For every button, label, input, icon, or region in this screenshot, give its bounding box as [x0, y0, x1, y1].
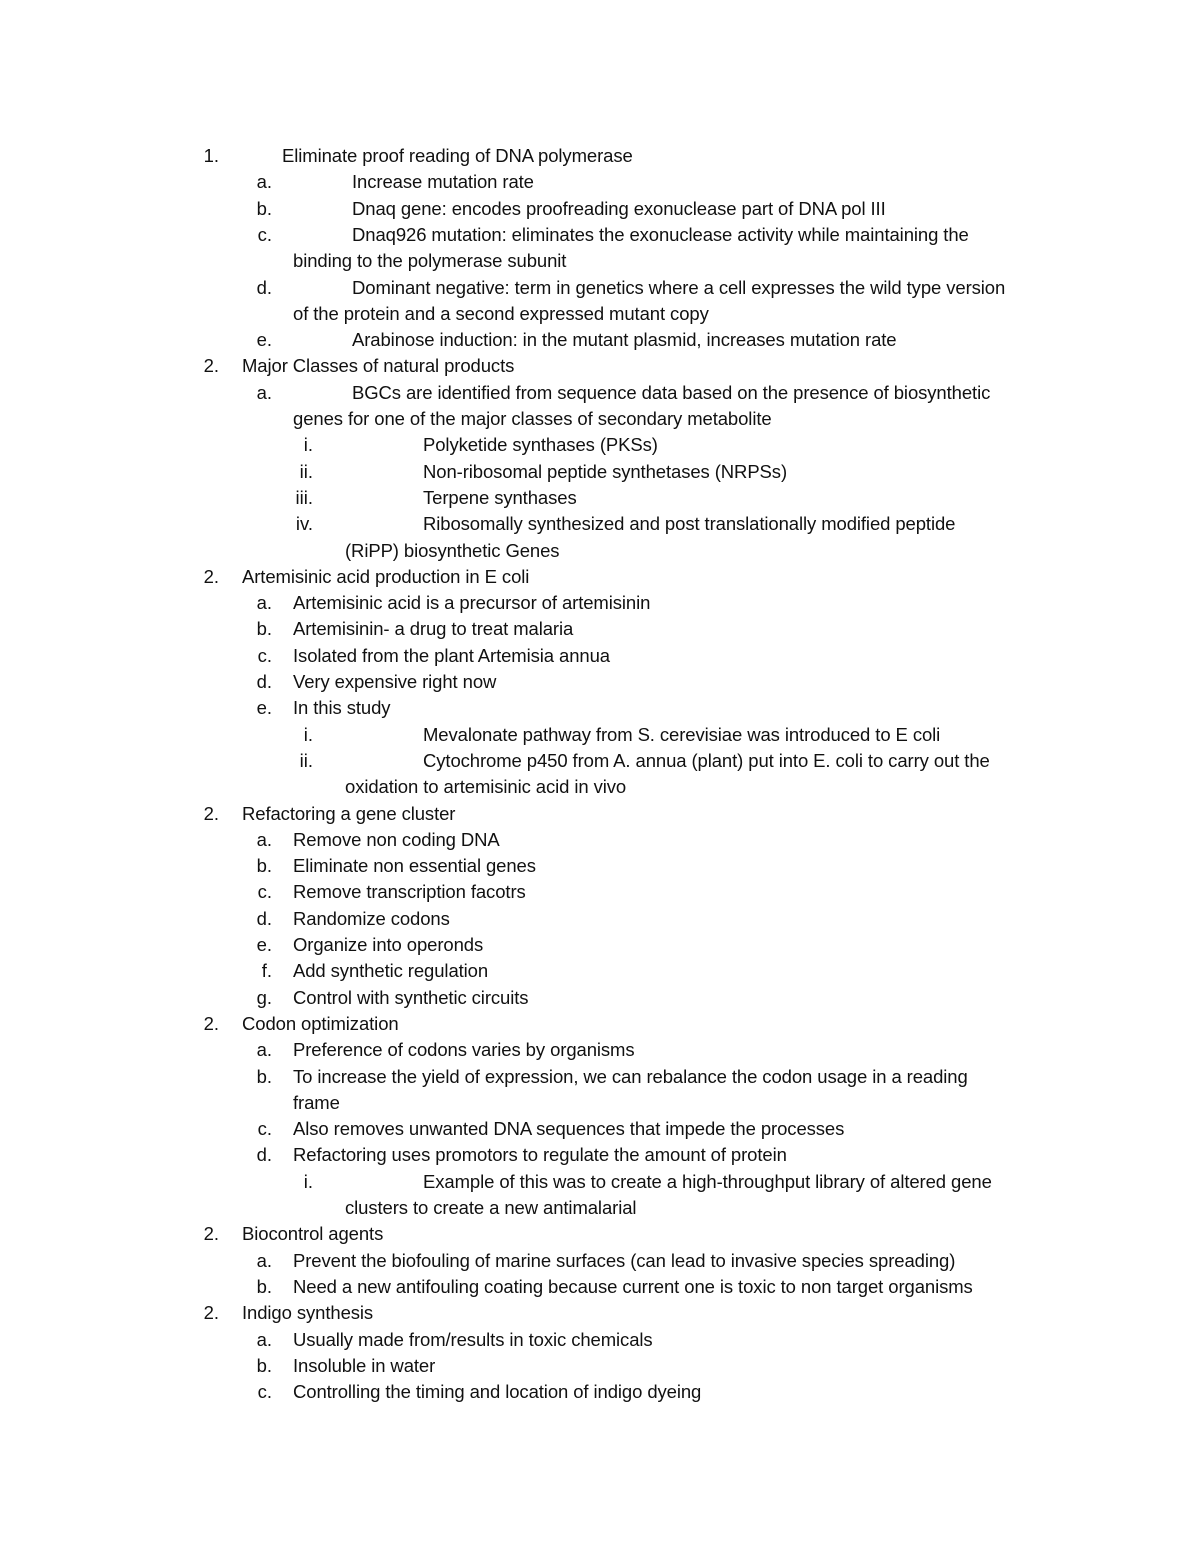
list-marker: c.: [257, 1381, 272, 1403]
list-marker: b.: [256, 1275, 272, 1297]
list-marker: a.: [256, 1249, 272, 1271]
list-item-text: Randomize codons: [293, 907, 450, 929]
list-item-text: Refactoring a gene cluster: [242, 802, 456, 824]
list-marker: a.: [256, 1328, 272, 1350]
list-marker: g.: [256, 986, 272, 1008]
list-marker: b.: [256, 1065, 272, 1087]
list-item-text: Terpene synthases: [423, 486, 577, 508]
list-item-continuation: (RiPP) biosynthetic Genes: [345, 539, 560, 561]
list-item-continuation: genes for one of the major classes of secondary metabolite: [293, 408, 772, 429]
list-marker: 2.: [203, 802, 219, 824]
list-item-text: Increase mutation rate: [352, 171, 534, 193]
list-item-text: Controlling the timing and location of indigo dyeing: [293, 1381, 702, 1403]
list-marker: 2.: [203, 565, 219, 587]
list-marker: a.: [256, 171, 272, 193]
list-item-text: Eliminate proof reading of DNA polymerase: [282, 145, 633, 166]
list-item-text: In this study: [293, 697, 391, 719]
list-marker: c.: [257, 881, 272, 903]
list-item-text: Artemisinin- a drug to treat malaria: [293, 618, 574, 640]
list-marker: b.: [256, 855, 272, 877]
list-item-text: Biocontrol agents: [242, 1223, 384, 1245]
list-marker: b.: [256, 197, 272, 219]
list-item-text: Non-ribosomal peptide synthetases (NRPSs): [423, 460, 788, 482]
list-item-text: Usually made from/results in toxic chemicals: [293, 1328, 653, 1350]
list-marker: d.: [256, 907, 272, 929]
list-marker: 1.: [203, 145, 219, 166]
list-item-text: Polyketide synthases (PKSs): [423, 434, 658, 456]
list-marker: d.: [256, 671, 272, 692]
list-marker: ii.: [299, 749, 313, 771]
list-item-text: Preference of codons varies by organisms: [293, 1039, 635, 1061]
list-item-text: Refactoring uses promotors to regulate the amount of protein: [293, 1144, 787, 1166]
list-marker: a.: [256, 592, 272, 614]
list-item-text: Insoluble in water: [293, 1354, 436, 1376]
list-item-text: To increase the yield of expression, we can rebalance the codon usage in a reading: [293, 1065, 968, 1087]
list-marker: a.: [256, 1039, 272, 1061]
list-marker: e.: [256, 934, 272, 955]
list-marker: e.: [256, 329, 272, 351]
list-item-text: Cytochrome p450 from A. annua (plant) put into E. coli to carry out the: [423, 749, 990, 771]
list-item-text: Add synthetic regulation: [293, 960, 489, 982]
list-item-text: Prevent the biofouling of marine surfaces (can lead to invasive species spreading): [293, 1249, 956, 1271]
list-marker: i.: [303, 723, 313, 745]
list-marker: b.: [256, 1354, 272, 1376]
list-item-text: Artemisinic acid production in E coli: [242, 565, 530, 587]
list-marker: 2.: [203, 355, 219, 377]
list-item-text: Major Classes of natural products: [242, 355, 515, 377]
list-item-continuation: clusters to create a new antimalarial: [345, 1197, 637, 1218]
list-item-text: Remove transcription facotrs: [293, 881, 526, 903]
list-marker: 2.: [203, 1302, 219, 1324]
list-item-text: Ribosomally synthesized and post translationally modified peptide: [423, 513, 956, 535]
list-item-text: Arabinose induction: in the mutant plasmid, increases mutation rate: [352, 329, 897, 351]
list-item-text: Organize into operonds: [293, 934, 484, 955]
list-item-text: Isolated from the plant Artemisia annua: [293, 644, 610, 666]
list-marker: a.: [256, 381, 272, 403]
list-item-text: Example of this was to create a high-throughput library of altered gene: [423, 1170, 992, 1192]
list-item-text: Need a new antifouling coating because current one is toxic to non target organisms: [293, 1275, 973, 1297]
list-marker: 2.: [203, 1223, 219, 1245]
list-marker: f.: [261, 960, 272, 982]
list-item-text: Mevalonate pathway from S. cerevisiae was introduced to E coli: [423, 723, 941, 745]
list-item-continuation: oxidation to artemisinic acid in vivo: [345, 776, 627, 798]
list-marker: iii.: [295, 486, 313, 508]
list-item-text: Dominant negative: term in genetics where a cell expresses the wild type version: [352, 276, 1006, 298]
list-marker: a.: [256, 828, 272, 850]
list-item-continuation: binding to the polymerase subunit: [293, 250, 567, 272]
list-item-text: Very expensive right now: [293, 671, 497, 692]
list-item-text: Also removes unwanted DNA sequences that impede the processes: [293, 1118, 845, 1140]
list-marker: d.: [256, 276, 272, 298]
list-marker: c.: [257, 223, 272, 245]
list-marker: e.: [256, 697, 272, 719]
list-marker: d.: [256, 1144, 272, 1166]
list-item-text: Artemisinic acid is a precursor of artemisinin: [293, 592, 651, 614]
list-marker: i.: [303, 434, 313, 456]
list-marker: c.: [257, 1118, 272, 1140]
list-item-text: Eliminate non essential genes: [293, 855, 536, 877]
list-item-text: Indigo synthesis: [242, 1302, 374, 1324]
list-item-continuation: of the protein and a second expressed mutant copy: [293, 302, 709, 324]
list-item-text: Remove non coding DNA: [293, 828, 500, 850]
list-item-text: BGCs are identified from sequence data based on the presence of biosynthetic: [352, 381, 991, 403]
list-marker: c.: [257, 644, 272, 666]
list-item-text: Control with synthetic circuits: [293, 986, 529, 1008]
list-item-continuation: frame: [293, 1091, 340, 1113]
list-item-text: Dnaq926 mutation: eliminates the exonuclease activity while maintaining the: [352, 223, 969, 245]
list-marker: iv.: [295, 513, 313, 535]
list-marker: 2.: [203, 1012, 219, 1034]
list-item-text: Dnaq gene: encodes proofreading exonuclease part of DNA pol III: [352, 197, 886, 219]
list-marker: b.: [256, 618, 272, 640]
list-marker: ii.: [299, 460, 313, 482]
list-marker: i.: [303, 1170, 313, 1192]
list-item-text: Codon optimization: [242, 1012, 399, 1034]
